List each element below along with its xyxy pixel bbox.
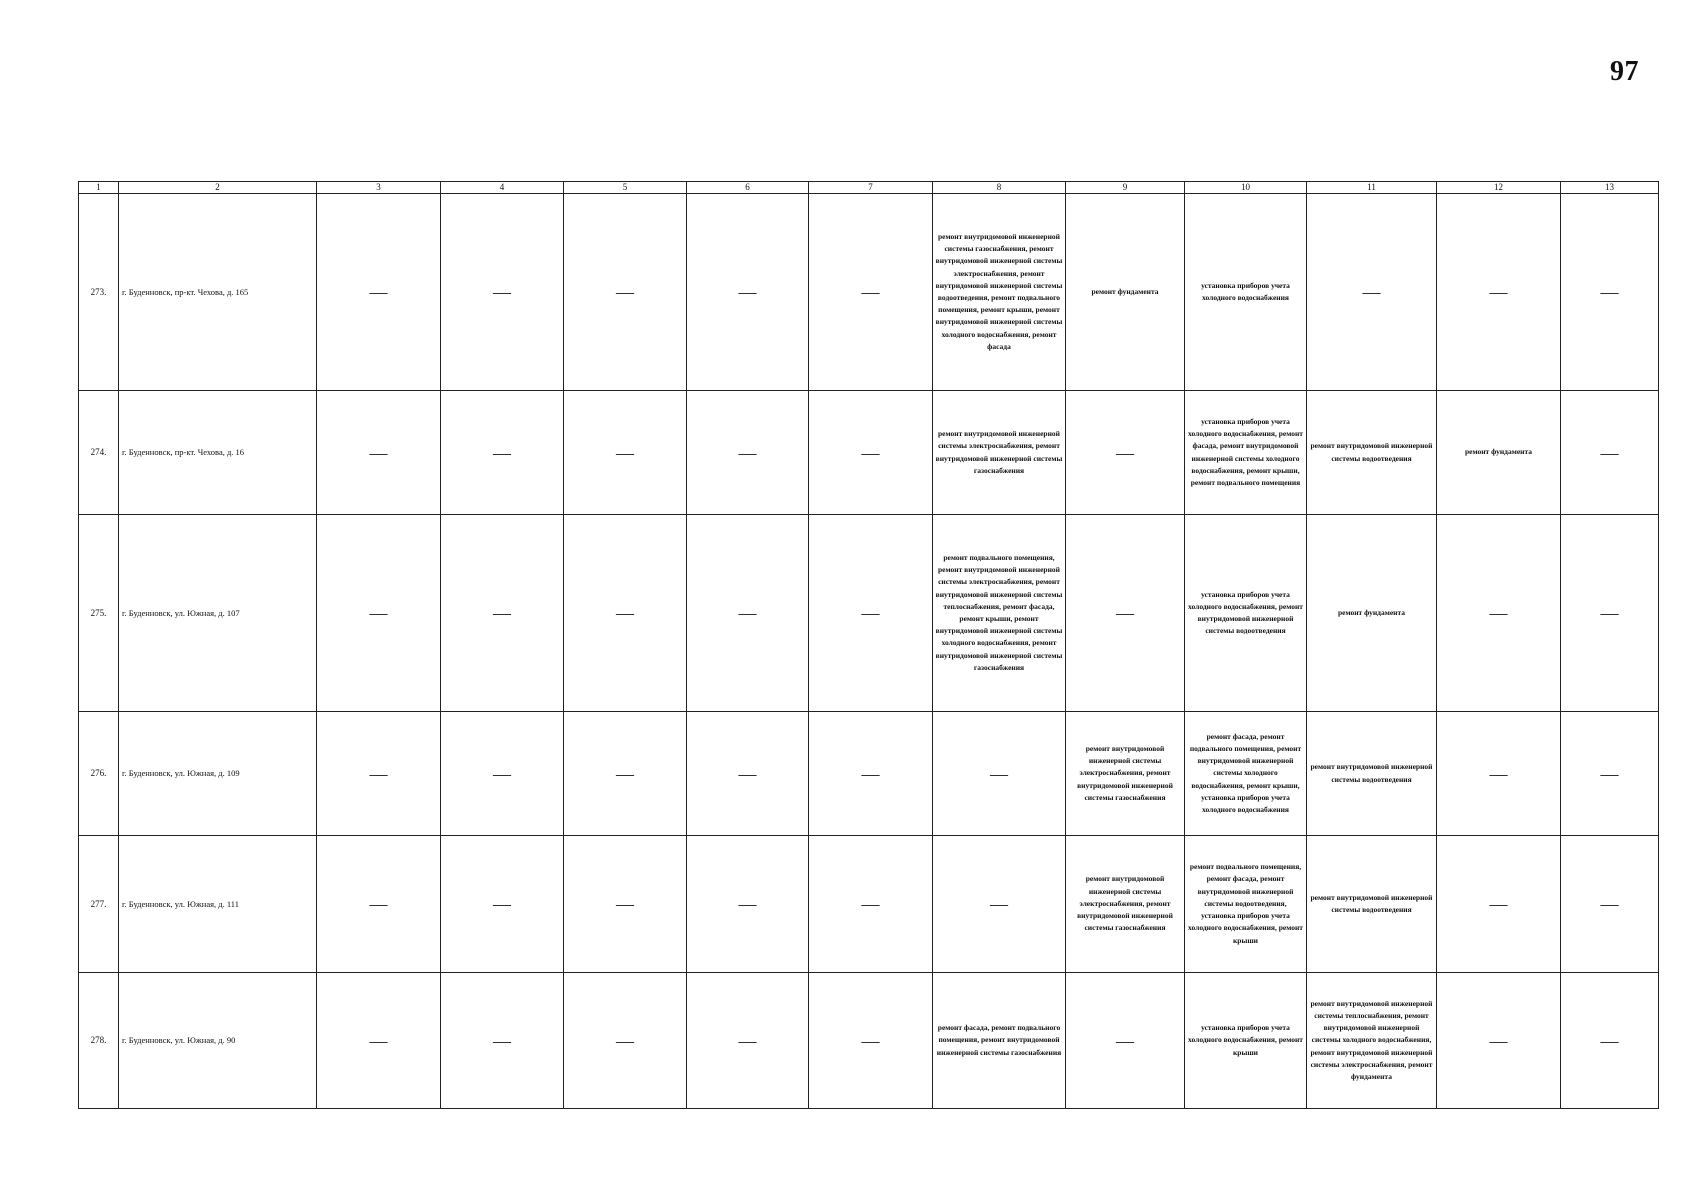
column-header: 6 xyxy=(687,182,809,194)
empty-dash-cell: — xyxy=(317,391,441,515)
empty-dash-cell: — xyxy=(1066,973,1185,1109)
empty-dash-cell: — xyxy=(1561,836,1659,973)
empty-dash-cell: — xyxy=(441,391,564,515)
empty-dash-cell: — xyxy=(317,836,441,973)
empty-dash-cell: — xyxy=(441,973,564,1109)
empty-dash-cell: — xyxy=(809,973,933,1109)
capital-repair-table xyxy=(78,181,1659,1109)
empty-dash-cell: — xyxy=(564,973,687,1109)
empty-dash-cell: — xyxy=(1561,515,1659,712)
empty-dash-cell: — xyxy=(1437,194,1561,391)
work-cell: ремонт внутридомовой инженерной системы теплоснабжения, ремонт внутридомовой инженерной системы холодного водоснабжения, ремонт внутридомовой инженерной системы электроснабжения, ремонт фундамента xyxy=(1307,973,1437,1109)
empty-dash-cell: — xyxy=(687,391,809,515)
column-header: 1 xyxy=(79,182,119,194)
empty-dash-cell: — xyxy=(687,515,809,712)
empty-dash-cell: — xyxy=(564,515,687,712)
empty-dash-cell: — xyxy=(1437,515,1561,712)
work-cell: ремонт фасада, ремонт подвального помещения, ремонт внутридомовой инженерной системы холодного водоснабжения, ремонт крыши, установка приборов учета холодного водоснабжения xyxy=(1185,712,1307,836)
work-cell: ремонт подвального помещения, ремонт внутридомовой инженерной системы электроснабжения, ремонт внутридомовой инженерной системы теплоснабжения, ремонт фасада, ремонт крыши, ремонт внутридомовой инженерной системы холодного водоснабжения, ремонт внутридомовой инженерной системы газоснабжения xyxy=(933,515,1066,712)
column-header: 2 xyxy=(119,182,317,194)
address-cell: г. Буденновск, ул. Южная, д. 90 xyxy=(119,973,317,1109)
empty-dash-cell: — xyxy=(1437,836,1561,973)
table-row xyxy=(79,515,1659,712)
empty-dash-cell: — xyxy=(687,973,809,1109)
table-body xyxy=(79,194,1659,1109)
table-row xyxy=(79,712,1659,836)
page-number: 97 xyxy=(1610,56,1639,87)
empty-dash-cell: — xyxy=(1066,391,1185,515)
empty-dash-cell: — xyxy=(809,712,933,836)
empty-dash-cell: — xyxy=(809,515,933,712)
row-number-cell: 278. xyxy=(79,973,119,1109)
work-cell: ремонт подвального помещения, ремонт фасада, ремонт внутридомовой инженерной системы водоотведения, установка приборов учета холодного водоснабжения, ремонт крыши xyxy=(1185,836,1307,973)
row-number-cell: 274. xyxy=(79,391,119,515)
column-header: 13 xyxy=(1561,182,1659,194)
work-cell: ремонт внутридомовой инженерной системы газоснабжения, ремонт внутридомовой инженерной системы электроснабжения, ремонт внутридомовой инженерной системы водоотведения, ремонт подвального помещения, ремонт крыши, ремонт внутридомовой инженерной системы холодного водоснабжения, ремонт фасада xyxy=(933,194,1066,391)
address-cell: г. Буденновск, ул. Южная, д. 111 xyxy=(119,836,317,973)
work-cell: ремонт фундамента xyxy=(1307,515,1437,712)
work-cell: ремонт фундамента xyxy=(1437,391,1561,515)
row-number-cell: 275. xyxy=(79,515,119,712)
table-row xyxy=(79,391,1659,515)
empty-dash-cell: — xyxy=(809,194,933,391)
work-cell: ремонт фундамента xyxy=(1066,194,1185,391)
empty-dash-cell: — xyxy=(317,712,441,836)
work-cell: ремонт внутридомовой инженерной системы водоотведения xyxy=(1307,391,1437,515)
empty-dash-cell: — xyxy=(1561,194,1659,391)
empty-dash-cell: — xyxy=(687,712,809,836)
empty-dash-cell: — xyxy=(564,194,687,391)
column-header: 12 xyxy=(1437,182,1561,194)
work-cell: ремонт внутридомовой инженерной системы водоотведения xyxy=(1307,712,1437,836)
work-cell: установка приборов учета холодного водоснабжения, ремонт крыши xyxy=(1185,973,1307,1109)
empty-dash-cell: — xyxy=(1561,712,1659,836)
column-header: 3 xyxy=(317,182,441,194)
empty-dash-cell: — xyxy=(1437,973,1561,1109)
empty-dash-cell: — xyxy=(317,515,441,712)
empty-dash-cell: — xyxy=(809,391,933,515)
column-header: 8 xyxy=(933,182,1066,194)
empty-dash-cell: — xyxy=(933,712,1066,836)
work-cell: ремонт внутридомовой инженерной системы электроснабжения, ремонт внутридомовой инженерной системы газоснабжения xyxy=(1066,836,1185,973)
address-cell: г. Буденновск, ул. Южная, д. 109 xyxy=(119,712,317,836)
work-cell: установка приборов учета холодного водоснабжения, ремонт внутридомовой инженерной системы водоотведения xyxy=(1185,515,1307,712)
table-row xyxy=(79,194,1659,391)
column-header: 11 xyxy=(1307,182,1437,194)
empty-dash-cell: — xyxy=(1066,515,1185,712)
row-number-cell: 277. xyxy=(79,836,119,973)
empty-dash-cell: — xyxy=(687,836,809,973)
empty-dash-cell: — xyxy=(809,836,933,973)
work-cell: ремонт внутридомовой инженерной системы электроснабжения, ремонт внутридомовой инженерной системы газоснабжения xyxy=(1066,712,1185,836)
empty-dash-cell: — xyxy=(1307,194,1437,391)
row-number-cell: 273. xyxy=(79,194,119,391)
empty-dash-cell: — xyxy=(564,712,687,836)
empty-dash-cell: — xyxy=(317,194,441,391)
empty-dash-cell: — xyxy=(933,836,1066,973)
column-header: 9 xyxy=(1066,182,1185,194)
table-row xyxy=(79,973,1659,1109)
column-header: 4 xyxy=(441,182,564,194)
empty-dash-cell: — xyxy=(1437,712,1561,836)
work-cell: установка приборов учета холодного водоснабжения xyxy=(1185,194,1307,391)
empty-dash-cell: — xyxy=(441,712,564,836)
empty-dash-cell: — xyxy=(1561,973,1659,1109)
row-number-cell: 276. xyxy=(79,712,119,836)
work-cell: ремонт внутридомовой инженерной системы электроснабжения, ремонт внутридомовой инженерной системы газоснабжения xyxy=(933,391,1066,515)
empty-dash-cell: — xyxy=(441,836,564,973)
column-header: 7 xyxy=(809,182,933,194)
empty-dash-cell: — xyxy=(564,836,687,973)
empty-dash-cell: — xyxy=(1561,391,1659,515)
empty-dash-cell: — xyxy=(317,973,441,1109)
work-cell: ремонт фасада, ремонт подвального помещения, ремонт внутридомовой инженерной системы газоснабжения xyxy=(933,973,1066,1109)
table-row xyxy=(79,836,1659,973)
address-cell: г. Буденновск, пр-кт. Чехова, д. 165 xyxy=(119,194,317,391)
empty-dash-cell: — xyxy=(441,515,564,712)
address-cell: г. Буденновск, ул. Южная, д. 107 xyxy=(119,515,317,712)
column-header: 10 xyxy=(1185,182,1307,194)
work-cell: ремонт внутридомовой инженерной системы водоотведения xyxy=(1307,836,1437,973)
address-cell: г. Буденновск, пр-кт. Чехова, д. 16 xyxy=(119,391,317,515)
work-cell: установка приборов учета холодного водоснабжения, ремонт фасада, ремонт внутридомовой инженерной системы холодного водоснабжения, ремонт крыши, ремонт подвального помещения xyxy=(1185,391,1307,515)
column-header: 5 xyxy=(564,182,687,194)
empty-dash-cell: — xyxy=(441,194,564,391)
header-row xyxy=(79,182,1659,194)
empty-dash-cell: — xyxy=(687,194,809,391)
empty-dash-cell: — xyxy=(564,391,687,515)
